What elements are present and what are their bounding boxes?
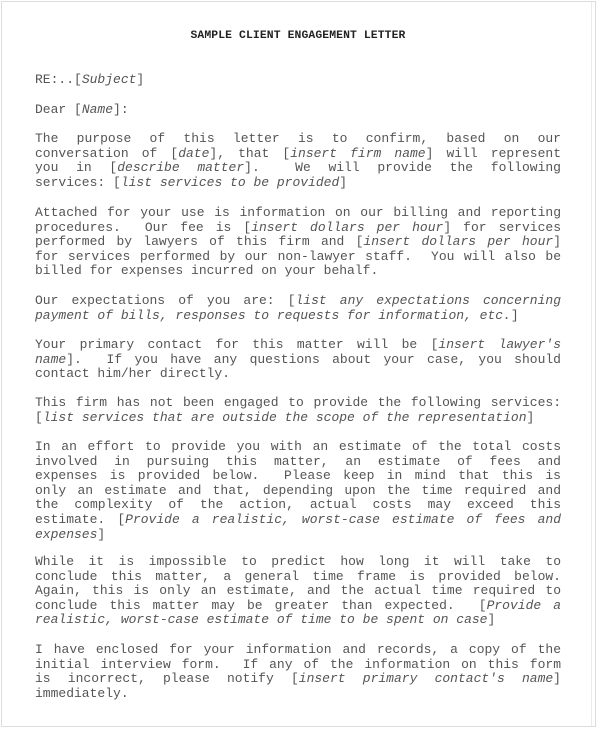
text-line: This firm has not been engaged to provide the following services: <box>35 395 561 410</box>
text-line: initial interview form. If any of the information on this form <box>35 656 561 672</box>
text-line: conclude this matter, a general time frame is provided below. <box>35 568 561 584</box>
text-line: services: [list services to be provided] <box>35 174 348 190</box>
text-line: Attached for your use is information on our billing and reporting <box>35 205 561 220</box>
text-line: Again, this is only an estimate, and the actual time required to <box>35 583 561 599</box>
placeholder-text: insert lawyer's <box>438 337 561 352</box>
text-line: payment of bills, responses to requests for information, etc.] <box>35 307 519 323</box>
text-line: expenses is provided below. Please keep in mind that this is <box>35 468 561 484</box>
name-placeholder: Name <box>81 102 114 117</box>
placeholder-text: expenses <box>35 526 98 542</box>
text-line: performed by lawyers of this firm and [insert dollars per hour] <box>35 234 561 250</box>
text-line: The purpose of this letter is to confirm, based on our <box>35 131 561 146</box>
placeholder-text: insert dollars per hour <box>363 234 554 250</box>
text-line: In an effort to provide you with an estimate of the total costs <box>35 439 561 454</box>
text-line: expenses] <box>35 526 106 542</box>
placeholder-text: list any expectations concerning <box>295 293 561 308</box>
subject-placeholder: Subject <box>81 72 137 87</box>
text-line: Our expectations of you are: [list any expectations concerning <box>35 293 561 308</box>
text-line: conversation of [date], that [insert firm name] will represent <box>35 145 561 161</box>
text-line: conclude this matter may be greater than expected. [Provide a <box>35 597 562 613</box>
document-title: SAMPLE CLIENT ENGAGEMENT LETTER <box>190 30 406 42</box>
text-line: immediately. <box>35 685 129 701</box>
paragraph-primary-contact <box>35 338 561 382</box>
text-line: contact him/her directly. <box>35 366 231 382</box>
placeholder-text: insert firm name <box>290 145 426 161</box>
paragraph-purpose <box>35 132 561 190</box>
paragraph-expectations <box>35 294 561 323</box>
placeholder-text: realistic, worst-case estimate of time to be spent on case <box>35 612 488 628</box>
text-line: only an estimate and that, depending upon the time required and <box>35 482 561 498</box>
text-line: is incorrect, please notify [insert primary contact's name] <box>35 671 561 687</box>
placeholder-text: date <box>178 145 210 161</box>
placeholder-text: insert primary contact's name <box>298 671 554 687</box>
placeholder-text: list services that are outside the scope of the representation <box>42 409 527 425</box>
text-line: estimate. [Provide a realistic, worst-case estimate of fees and <box>35 511 561 527</box>
re-line: RE:..[Subject] <box>35 72 145 87</box>
placeholder-text: Provide a realistic, worst-case estimate of fees and <box>125 511 561 527</box>
placeholder-text: describe matter <box>117 160 245 176</box>
text-line: involved in pursuing this matter, an estimate of fees and <box>35 453 561 469</box>
text-line: the complexity of the action, actual costs may exceed this <box>35 497 561 513</box>
text-line: name]. If you have any questions about your case, you should <box>35 351 561 367</box>
paragraph-billing <box>35 206 561 279</box>
placeholder-text: Provide a <box>486 597 562 613</box>
placeholder-text: insert dollars per hour <box>251 219 444 235</box>
placeholder-text: list services to be provided <box>120 174 340 190</box>
text-line: While it is impossible to predict how long it will take to <box>35 554 561 569</box>
text-line: procedures. Our fee is [insert dollars per hour] for services <box>35 219 561 235</box>
text-line: billed for expenses incurred on your behalf. <box>35 263 379 279</box>
paragraph-cost-estimate <box>35 440 561 542</box>
placeholder-text: name <box>35 351 67 367</box>
text-line: [list services that are outside the scope of the representation] <box>35 409 535 425</box>
paragraph-time-estimate <box>35 555 561 628</box>
text-line: realistic, worst-case estimate of time to be spent on case] <box>35 612 496 628</box>
placeholder-text: payment of bills, responses to requests for information, etc. <box>35 307 511 323</box>
text-line: you in [describe matter]. We will provide the following <box>35 160 561 176</box>
paragraph-interview-form <box>35 643 561 701</box>
text-line: I have enclosed for your information and records, a copy of the <box>35 642 561 657</box>
salutation: Dear [Name]: <box>35 102 129 117</box>
text-line: for services performed by our non-lawyer staff. You will also be <box>35 248 561 264</box>
text-line: Your primary contact for this matter will be [insert lawyer's <box>35 337 561 352</box>
paragraph-not-engaged <box>35 396 561 425</box>
